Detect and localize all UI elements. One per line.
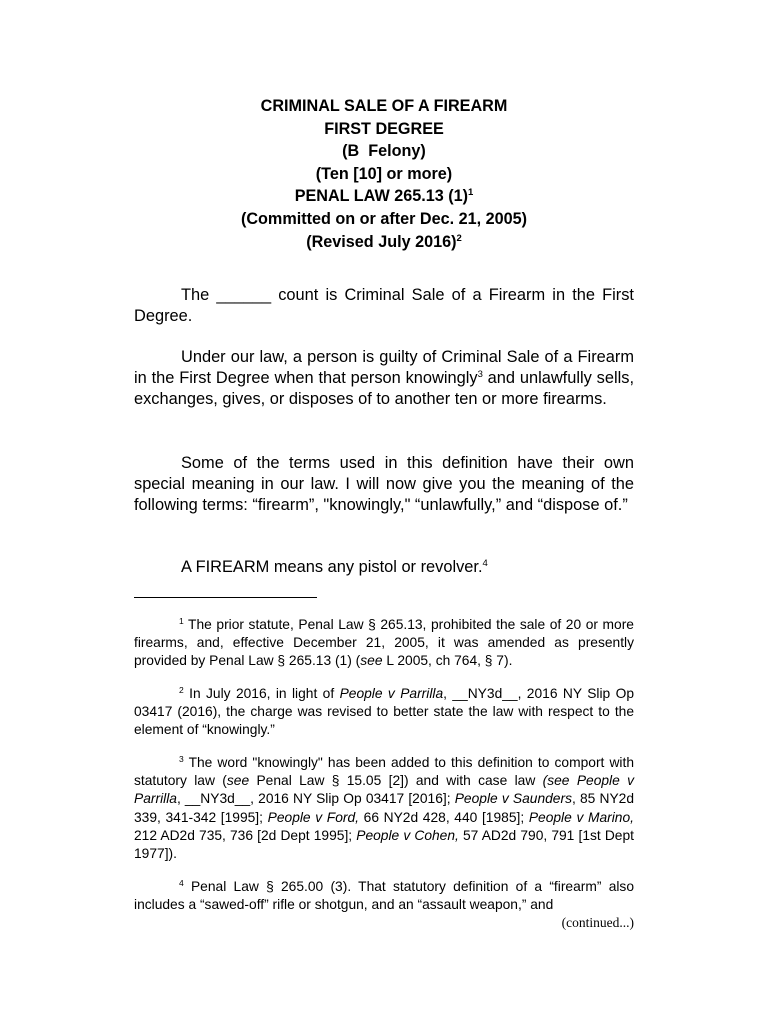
footnote-3-case-5: People v Cohen, (356, 827, 459, 843)
footnote-2-number: 2 (179, 685, 184, 695)
footnote-3-see-1: see (226, 773, 250, 789)
footnote-1-number: 1 (179, 616, 184, 626)
footnote-4 (134, 878, 634, 914)
footnote-1-text-a: The prior statute, Penal Law § 265.13, prohibited the sale of 20 or more firearms, and, effective December 21, 2005, it was amended as presently provided by Penal Law § 265.13 (1) ( (134, 617, 634, 669)
footnote-2 (134, 685, 634, 740)
footnote-3-case-2: People v Saunders (454, 791, 572, 807)
footnote-3-see-2: (see People v Parrilla (134, 773, 635, 807)
title-line-6: (Committed on or after Dec. 21, 2005) (240, 209, 528, 228)
paragraph-definition-text-b: and unlawfully sells, exchanges, gives, or disposes of to another ten or more firearms. (134, 369, 634, 409)
footnote-1-see: see (360, 653, 383, 669)
footnote-2-text-a: In July 2016, in light of (183, 686, 340, 701)
footnote-3-text-a: The word "knowingly" has been added to this definition to comport with statutory law ( (134, 755, 634, 789)
footnote-separator (134, 597, 317, 598)
footnote-2-case: People v Parrilla (339, 686, 444, 701)
paragraph-definition (134, 347, 634, 411)
footnote-3-text-f: 212 AD2d 735, 736 [2d Dept 1995]; (134, 827, 357, 843)
footnote-1-text-b: L 2005, ch 764, § 7). (382, 653, 513, 669)
footnote-4-number: 4 (179, 878, 184, 888)
footnote-ref-1[interactable]: 1 (468, 187, 474, 199)
paragraph-firearm-text: A FIREARM means any pistol or revolver. (181, 558, 483, 576)
footnote-2-text-b: , __NY3d__, 2016 NY Slip Op 03417 (2016), the charge was revised to better state the law with respect to the element of “knowingly.” (134, 686, 634, 738)
continued-marker: (continued...) (561, 915, 634, 930)
footnote-3-number: 3 (179, 754, 184, 764)
footnote-4-text: Penal Law § 265.00 (3). That statutory definition of a “firearm” also includes a “sawed-off” rifle or shotgun, and an “assault weapon,” and (134, 879, 634, 913)
title-line-7 (134, 231, 634, 254)
footnote-ref-2[interactable]: 2 (456, 232, 462, 244)
footnote-3-text-d: , 85 NY2d 339, 341-342 [1995]; (134, 791, 635, 825)
title-line-5 (134, 185, 634, 208)
footnote-3 (134, 754, 634, 863)
title-line-3: (B Felony) (342, 142, 426, 161)
footnote-ref-3[interactable]: 3 (477, 369, 483, 381)
paragraph-terms (134, 453, 634, 517)
title-line-2: FIRST DEGREE (324, 119, 444, 138)
title-line-5-text: PENAL LAW 265.13 (1) (294, 187, 469, 206)
footnote-3-case-4: People v Marino, (528, 809, 634, 825)
footnote-1 (134, 616, 634, 671)
paragraph-definition-text-a: Under our law, a person is guilty of Criminal Sale of a Firearm in the First Degree when that person knowingly (134, 348, 634, 388)
title-line-7-text: (Revised July 2016) (306, 232, 457, 251)
paragraph-count (134, 285, 634, 327)
document-title (134, 95, 634, 253)
footnote-3-text-e: 66 NY2d 428, 440 [1985]; (359, 809, 529, 825)
paragraph-count-text: The ______ count is Criminal Sale of a Firearm in the First Degree. (134, 286, 634, 326)
footnote-3-text-b: Penal Law § 15.05 [2]) and with case law (249, 773, 543, 789)
footnote-3-text-g: 57 AD2d 790, 791 [1st Dept 1977]). (134, 827, 634, 862)
paragraph-terms-text: Some of the terms used in this definition have their own special meaning in our law. I will now give you the meaning of the following terms: “firearm”, "knowingly," “unlawfully,” and “dispose of.” (134, 454, 634, 515)
title-line-4: (Ten [10] or more) (315, 164, 453, 183)
footnote-ref-4[interactable]: 4 (482, 558, 488, 569)
title-line-1: CRIMINAL SALE OF A FIREARM (260, 97, 508, 115)
footnote-3-case-3: People v Ford, (267, 809, 359, 825)
footnote-3-text-c: , __NY3d__, 2016 NY Slip Op 03417 [2016]; (176, 791, 455, 807)
paragraph-firearm (134, 557, 634, 578)
